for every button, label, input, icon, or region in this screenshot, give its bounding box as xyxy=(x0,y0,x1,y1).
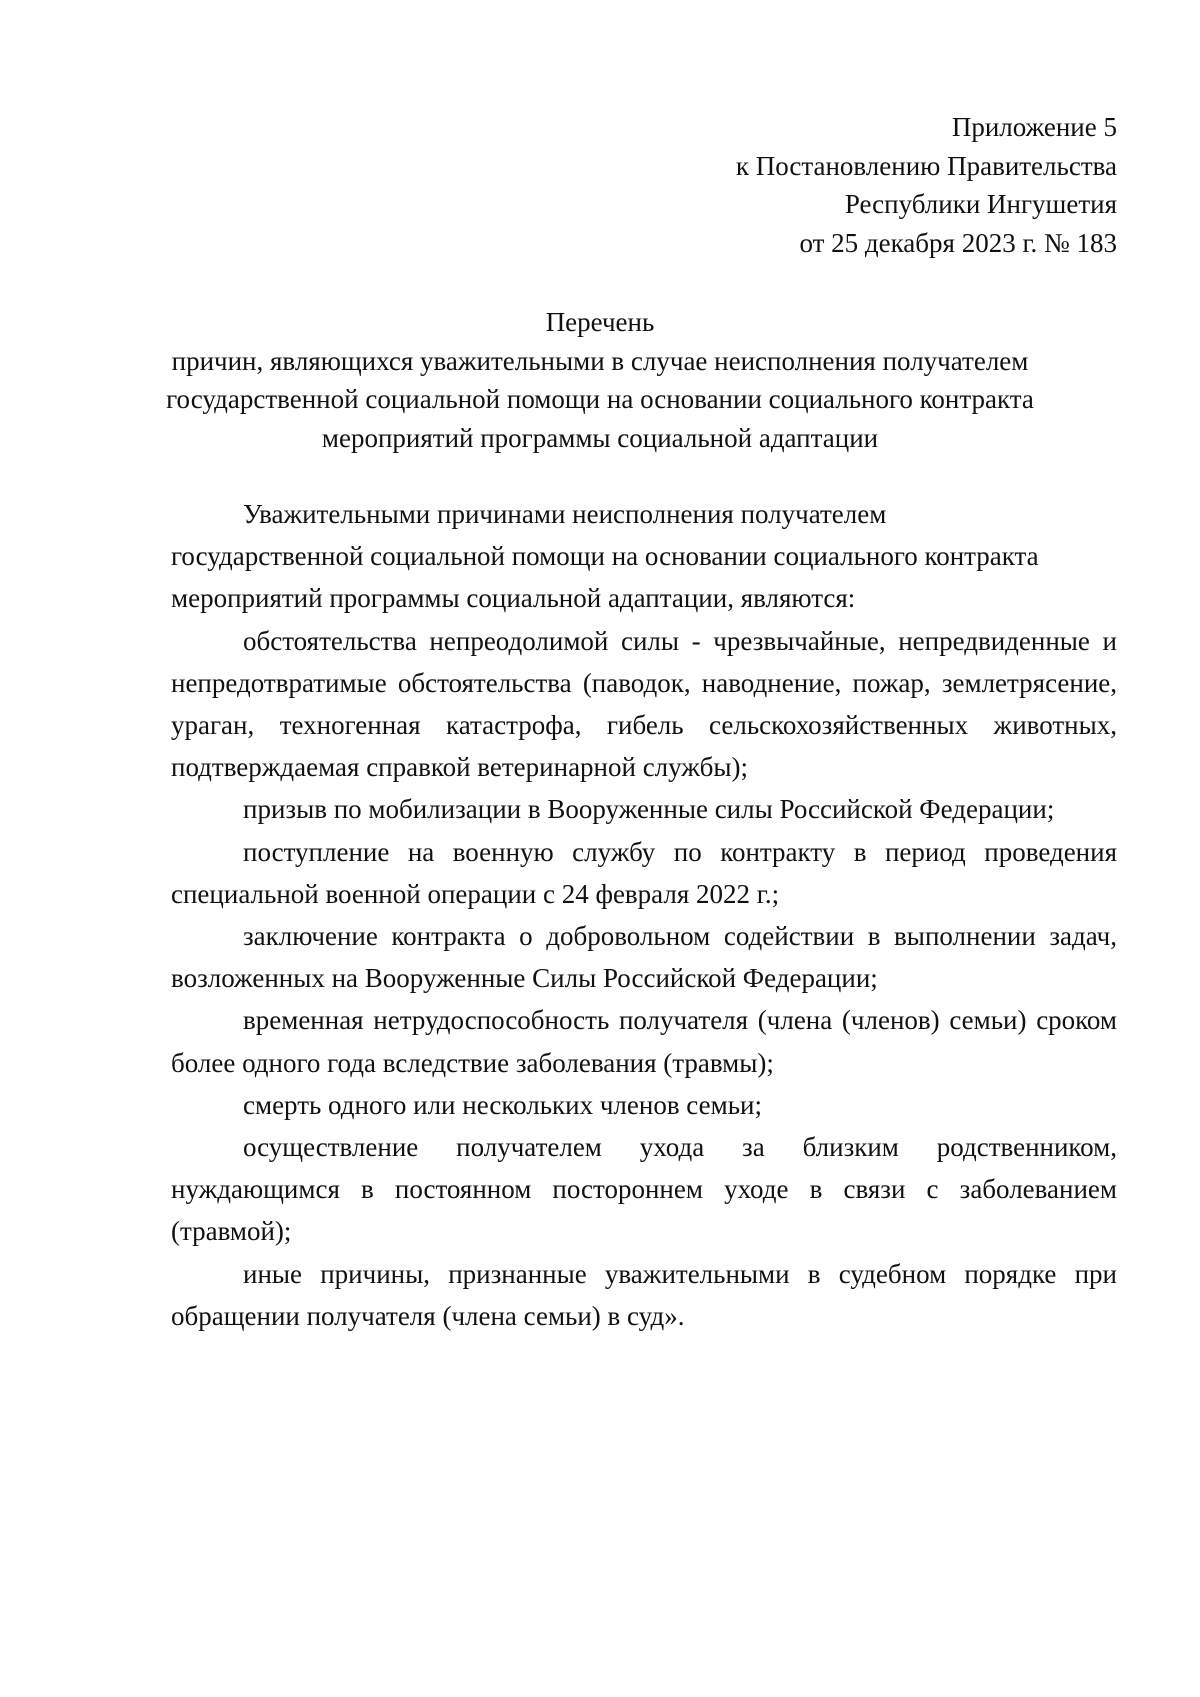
reason-item: заключение контракта о добровольном содействии в выполнении задач, возложенных на Вооруженные Силы Российской Федерации; xyxy=(171,921,1117,994)
document-body xyxy=(171,493,1117,1337)
appendix-number: Приложение 5 xyxy=(951,112,1117,142)
appendix-reference: к Постановлению Правительства xyxy=(735,150,1117,181)
appendix-date: от 25 декабря 2023 г. № 183 xyxy=(799,227,1117,258)
intro-line: Уважительными причинами неисполнения получателем xyxy=(243,499,887,529)
reason-item: поступление на военную службу по контракту в период проведения специальной военной операции с 24 февраля 2022 г.; xyxy=(171,836,1117,909)
document-subtitle-line: мероприятий программы социальной адаптации xyxy=(321,422,879,453)
reason-item: обстоятельства непреодолимой силы - чрезвычайные, непредвиденные и непредотвратимые обстоятельства (паводок, наводнение, пожар, землетрясение, ураган, техногенная катастрофа, гибель сельскохозяйственных животных, подтверждаемая справкой ветеринарной службы); xyxy=(171,625,1117,783)
document-title: Перечень xyxy=(545,307,655,337)
reason-item: призыв по мобилизации в Вооруженные силы Российской Федерации; xyxy=(243,794,1055,825)
document-subtitle-line: причин, являющихся уважительными в случае неисполнения получателем xyxy=(171,345,1029,376)
intro-line: государственной социальной помощи на основании социального контракта xyxy=(171,541,1039,572)
document-heading xyxy=(150,303,1050,457)
intro-line: мероприятий программы социальной адаптации, являются: xyxy=(171,583,856,614)
reason-item: иные причины, признанные уважительными в судебном порядке при обращении получателя (члена семьи) в суд». xyxy=(171,1258,1117,1331)
appendix-block xyxy=(560,108,1117,262)
reason-item: смерть одного или нескольких членов семьи; xyxy=(243,1089,762,1120)
reason-item: осуществление получателем ухода за близким родственником, нуждающимся в постоянном постороннем уходе в связи с заболеванием (травмой); xyxy=(171,1132,1117,1247)
document-subtitle-line: государственной социальной помощи на основании социального контракта xyxy=(166,384,1034,414)
reason-item: временная нетрудоспособность получателя (члена (членов) семьи) сроком более одного года вследствие заболевания (травмы); xyxy=(171,1005,1117,1078)
appendix-authority: Республики Ингушетия xyxy=(844,189,1117,219)
intro-paragraph xyxy=(171,493,1117,620)
